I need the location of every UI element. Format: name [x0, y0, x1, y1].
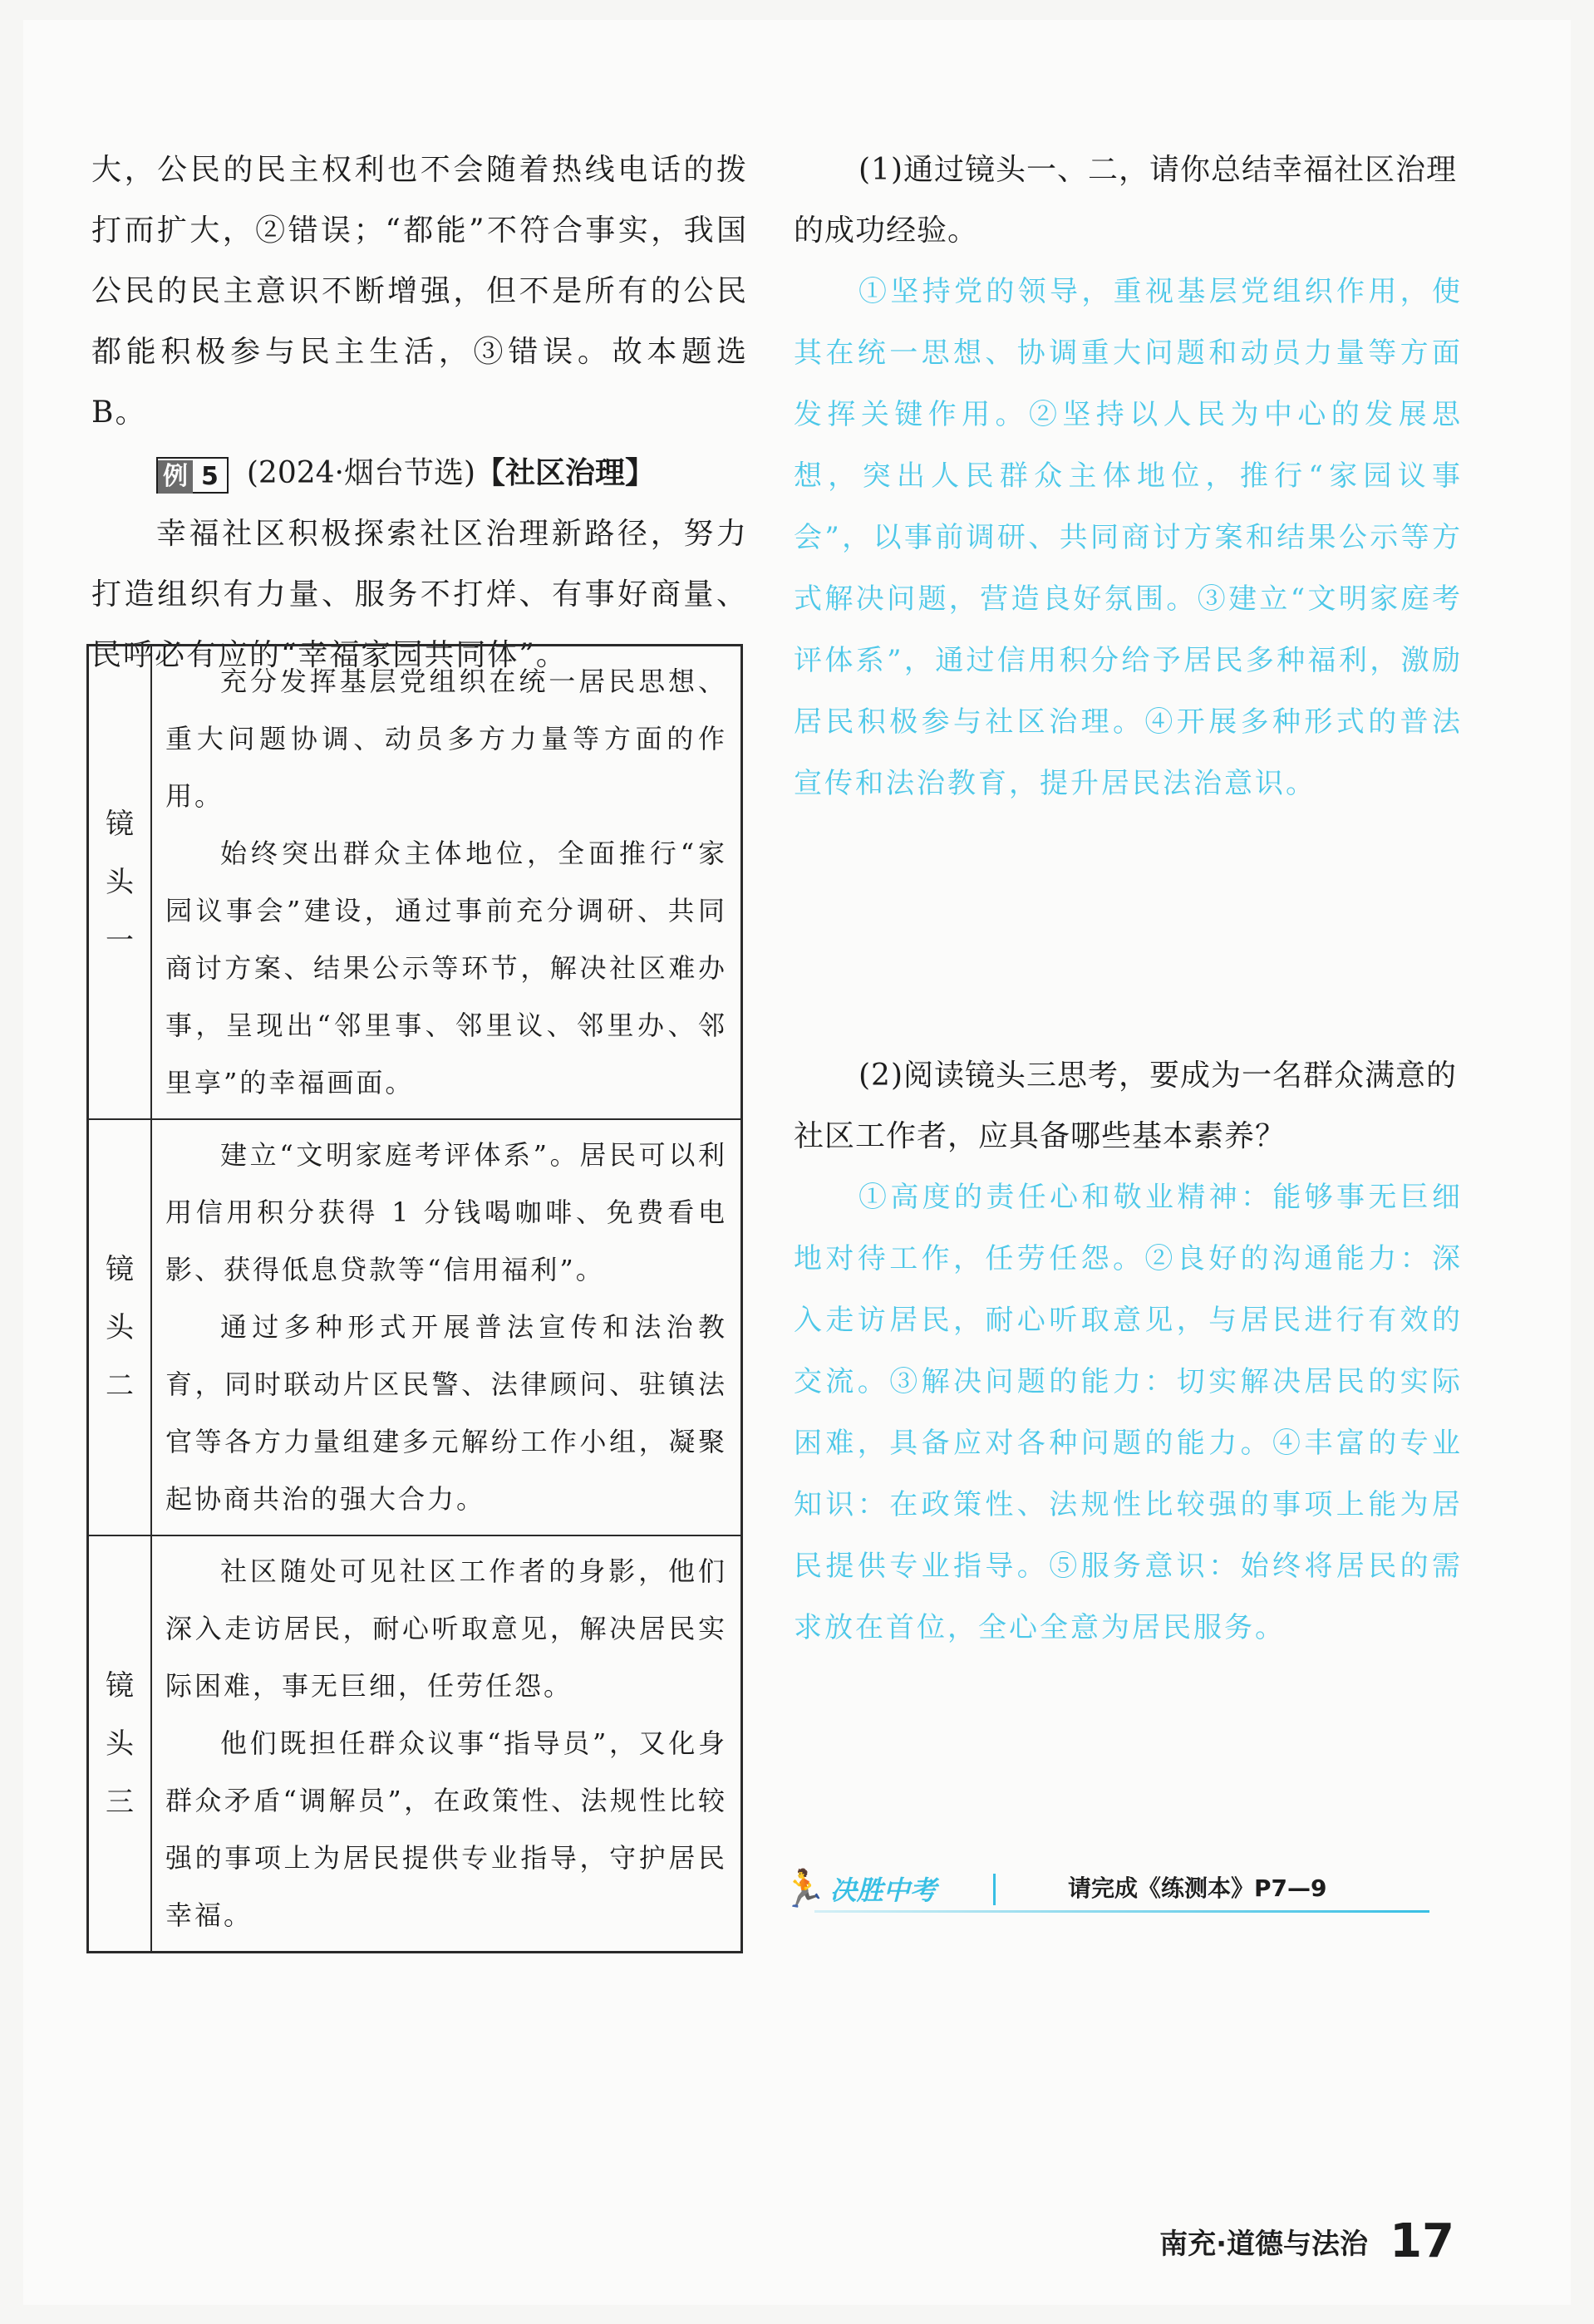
blank-spacer [794, 814, 1463, 1045]
shot-label-text: 镜 头 一 [106, 808, 134, 957]
footer-subject: 南充·道德与法治 [1159, 2227, 1369, 2261]
shot-paragraph: 他们既担任群众议事“指导员”，又化身群众矛盾“调解员”，在政策性、法规性比较强的事项上为居民提供专业指导，守护居民幸福。 [165, 1727, 727, 1931]
example-source: (2024·烟台节选) [246, 456, 476, 490]
continuation-paragraph: 大，公民的民主权利也不会随着热线电话的拨打而扩大，②错误；“都能”不符合事实，我国公民的民主意识不断增强，但不是所有的公民都能积极参与民主生活，③错误。故本题选 B。 [91, 153, 748, 430]
banner-divider [993, 1874, 996, 1905]
shot-label [88, 1535, 152, 1953]
page-number: 17 [1390, 2213, 1454, 2268]
answer-1: ①坚持党的领导，重视基层党组织作用，使其在统一思想、协调重大问题和动员力量等方面发挥关键作用。②坚持以人民为中心的发展思想，突出人民群众主体地位，推行“家园议事会”，以事前调研、共同商讨方案和结果公示等方式解决问题，营造良好氛围。③建立“文明家庭考评体系”，通过信用积分给予居民多种福利，激励居民积极参与社区治理。④开展多种形式的普法宣传和法治教育，提升居民法治意识。 [794, 275, 1463, 800]
example-heading [91, 443, 748, 504]
left-column [91, 140, 748, 685]
shot-label [88, 1119, 152, 1535]
shot-body [151, 646, 742, 1120]
shot-label-text: 镜 头 二 [106, 1252, 134, 1403]
question-1: (1)通过镜头一、二，请你总结幸福社区治理的成功经验。 [794, 153, 1457, 248]
intro-paragraph: 幸福社区积极探索社区治理新路径，努力打造组织有力量、服务不打烊、有事好商量、民呼必有应的“幸福家园共同体”。 [91, 517, 748, 672]
shot-body [151, 1119, 742, 1535]
example-badge-number: 5 [201, 462, 219, 491]
example-badge-word: 例 [158, 460, 193, 494]
runner-icon: 🏃 [781, 1868, 827, 1910]
practice-banner [781, 1865, 1429, 1915]
shot-paragraph: 始终突出群众主体地位，全面推行“家园议事会”建设，通过事前充分调研、共同商讨方案、结果公示等环节，解决社区难办事，呈现出“邻里事、邻里议、邻里办、邻里享”的幸福画面。 [165, 838, 727, 1098]
table-row [88, 1119, 742, 1535]
shot-label [88, 646, 152, 1120]
shot-label-text: 镜 头 三 [106, 1668, 134, 1819]
table-row [88, 646, 742, 1120]
banner-logo-text: 决胜中考 [829, 1874, 937, 1906]
right-column [794, 140, 1463, 1658]
shot-paragraph: 社区随处可见社区工作者的身影，他们深入走访居民，耐心听取意见，解决居民实际困难，事无巨细，任劳任怨。 [165, 1555, 727, 1702]
shot-paragraph: 充分发挥基层党组织在统一居民思想、重大问题协调、动员多方力量等方面的作用。 [165, 666, 727, 812]
banner-logo [781, 1865, 937, 1912]
shot-paragraph: 通过多种形式开展普法宣传和法治教育，同时联动片区民警、法律顾问、驻镇法官等各方力量组建多元解纷工作小组，凝聚起协商共治的强大合力。 [165, 1311, 727, 1515]
banner-instruction: 请完成《练测本》P7—9 [1068, 1874, 1327, 1902]
scenario-table [86, 644, 743, 1953]
example-tag: 【社区治理】 [475, 456, 656, 490]
banner-underline [814, 1910, 1429, 1913]
answer-2: ①高度的责任心和敬业精神：能够事无巨细地对待工作，任劳任怨。②良好的沟通能力：深入走访居民，耐心听取意见，与居民进行有效的交流。③解决问题的能力：切实解决居民的实际困难，具备应对各种问题的能力。④丰富的专业知识：在政策性、法规性比较强的事项上能为居民提供专业指导。⑤服务意识：始终将居民的需求放在首位，全心全意为居民服务。 [794, 1181, 1463, 1644]
question-2: (2)阅读镜头三思考，要成为一名群众满意的社区工作者，应具备哪些基本素养？ [794, 1059, 1457, 1153]
shot-body [151, 1535, 742, 1953]
table-row [88, 1535, 742, 1953]
page-footer [1122, 2212, 1454, 2270]
example-badge [156, 457, 229, 494]
shot-paragraph: 建立“文明家庭考评体系”。居民可以利用信用积分获得 1 分钱喝咖啡、免费看电影、获得低息贷款等“信用福利”。 [165, 1139, 727, 1285]
